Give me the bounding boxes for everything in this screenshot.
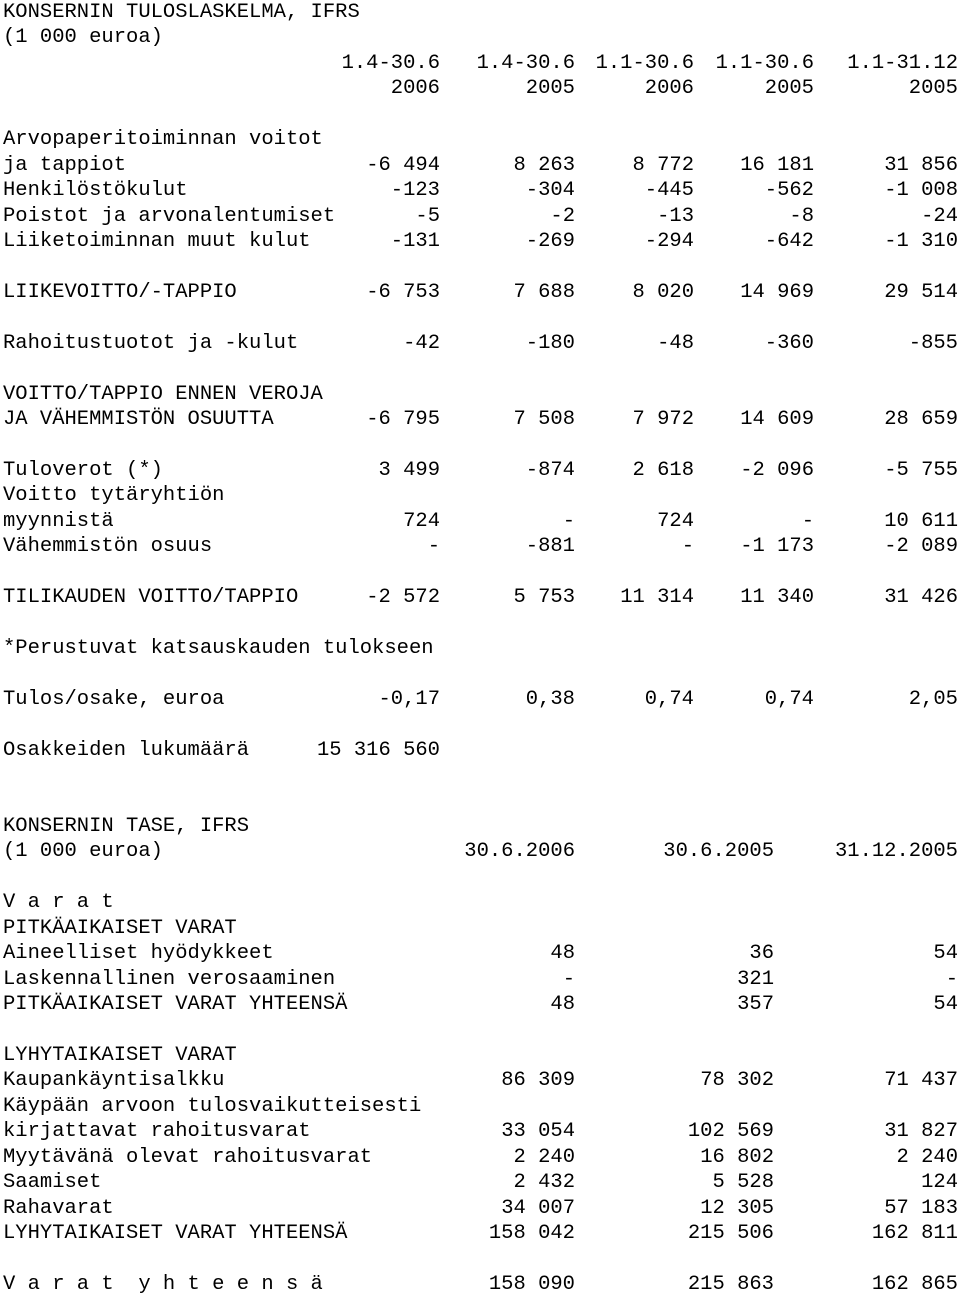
table-row xyxy=(3,254,958,279)
row-label: Tuloverot (*) xyxy=(3,458,163,482)
value-cell: 16 181 xyxy=(740,153,814,177)
value-cell: -1 173 xyxy=(740,535,814,559)
value-cell: -2 096 xyxy=(740,458,814,482)
row-label: Saamiset xyxy=(3,1171,102,1195)
value-cell: -131 xyxy=(390,229,440,253)
value-cell: -2 572 xyxy=(366,586,440,610)
row-label: PITKÄAIKAISET VARAT YHTEENSÄ xyxy=(3,993,348,1017)
table-row xyxy=(3,1170,958,1195)
row-label: kirjattavat rahoitusvarat xyxy=(3,1120,311,1144)
value-cell: 36 xyxy=(749,942,774,966)
value-cell: -1 310 xyxy=(884,229,958,253)
value-cell: - xyxy=(427,535,440,559)
value-cell: 8 263 xyxy=(513,153,575,177)
value-cell: 15 316 560 xyxy=(316,738,440,762)
value-cell: 54 xyxy=(933,942,958,966)
value-cell: 31 426 xyxy=(884,586,958,610)
table-row xyxy=(3,1043,958,1068)
table-row xyxy=(3,356,958,381)
value-cell: - xyxy=(801,509,814,533)
value-cell: 34 007 xyxy=(501,1196,575,1220)
value-cell: 5 753 xyxy=(513,586,575,610)
value-cell: 0,38 xyxy=(525,687,575,711)
value-cell: -5 xyxy=(415,204,440,228)
value-cell: -855 xyxy=(908,331,958,355)
table-row xyxy=(3,153,958,178)
table-row xyxy=(3,1094,958,1119)
table-row xyxy=(3,178,958,203)
value-cell: -48 xyxy=(657,331,694,355)
table-row xyxy=(3,534,958,559)
value-cell: 48 xyxy=(550,942,575,966)
year-header: 2005 xyxy=(764,77,814,101)
row-label: Poistot ja arvonalentumiset xyxy=(3,204,336,228)
value-cell: -269 xyxy=(525,229,575,253)
blank-line xyxy=(3,763,958,788)
row-label: *Perustuvat katsauskauden tulokseen xyxy=(3,636,434,660)
value-cell: 724 xyxy=(657,509,694,533)
value-cell: 215 506 xyxy=(687,1222,774,1245)
table-row xyxy=(3,432,958,457)
value-cell: 8 772 xyxy=(632,153,694,177)
value-cell: -304 xyxy=(525,179,575,203)
blank-line xyxy=(3,789,958,814)
value-cell: -1 008 xyxy=(884,179,958,203)
value-cell: - xyxy=(945,967,958,991)
value-cell: 2 432 xyxy=(513,1171,575,1195)
value-cell: 78 302 xyxy=(700,1069,774,1093)
table-row xyxy=(3,127,958,152)
period-header: 1.4-30.6 xyxy=(476,51,575,75)
row-label: Voitto tytäryhtiön xyxy=(3,484,225,508)
row-label: Laskennallinen verosaaminen xyxy=(3,967,336,991)
value-cell: 29 514 xyxy=(884,280,958,304)
value-cell: 2 618 xyxy=(632,458,694,482)
row-label: TILIKAUDEN VOITTO/TAPPIO xyxy=(3,586,299,610)
row-label: Käypään arvoon tulosvaikutteisesti xyxy=(3,1094,422,1118)
table-row xyxy=(3,1221,958,1246)
value-cell: 33 054 xyxy=(501,1120,575,1144)
period-header: 1.1-30.6 xyxy=(715,51,814,75)
value-cell: 71 437 xyxy=(884,1069,958,1093)
table-row xyxy=(3,1246,958,1271)
value-cell: -123 xyxy=(390,179,440,203)
year-header: 2006 xyxy=(644,77,694,101)
row-label: VOITTO/TAPPIO ENNEN VEROJA xyxy=(3,382,323,406)
value-cell: - xyxy=(562,509,575,533)
value-cell: 3 499 xyxy=(378,458,440,482)
table-row xyxy=(3,204,958,229)
balance-title-line xyxy=(3,814,958,839)
period-header: 1.1-30.6 xyxy=(595,51,694,75)
value-cell: 48 xyxy=(550,993,575,1017)
table-row xyxy=(3,661,958,686)
period-header: 1.1-31.12 xyxy=(847,51,958,75)
balance-unit: (1 000 euroa) xyxy=(3,840,163,864)
income-statement-table xyxy=(3,127,958,763)
table-row xyxy=(3,560,958,585)
value-cell: -2 089 xyxy=(884,535,958,559)
table-row xyxy=(3,407,958,432)
row-label: Rahoitustuotot ja -kulut xyxy=(3,331,299,355)
table-row xyxy=(3,941,958,966)
row-label: LYHYTAIKAISET VARAT xyxy=(3,1043,237,1067)
table-row xyxy=(3,687,958,712)
table-row xyxy=(3,458,958,483)
row-label: Myytävänä olevat rahoitusvarat xyxy=(3,1145,373,1169)
value-cell: -0,17 xyxy=(378,687,440,711)
value-cell: - xyxy=(681,535,694,559)
value-cell: -294 xyxy=(644,229,694,253)
row-label: Rahavarat xyxy=(3,1196,114,1220)
value-cell: 2 240 xyxy=(896,1145,958,1169)
value-cell: 31 856 xyxy=(884,153,958,177)
row-label: myynnistä xyxy=(3,509,114,533)
table-row xyxy=(3,382,958,407)
table-row xyxy=(3,1068,958,1093)
row-label: Liiketoiminnan muut kulut xyxy=(3,229,311,253)
table-row xyxy=(3,1119,958,1144)
row-label: Tulos/osake, euroa xyxy=(3,687,225,711)
table-row xyxy=(3,1145,958,1170)
value-cell: 102 569 xyxy=(687,1120,774,1144)
value-cell: 5 528 xyxy=(712,1171,774,1195)
table-row xyxy=(3,738,958,763)
value-cell: 7 972 xyxy=(632,408,694,431)
value-cell: 158 042 xyxy=(488,1222,575,1245)
table-row xyxy=(3,916,958,941)
value-cell: -642 xyxy=(764,229,814,253)
table-row xyxy=(3,636,958,661)
table-row xyxy=(3,305,958,330)
value-cell: 10 611 xyxy=(884,509,958,533)
value-cell: 7 508 xyxy=(513,408,575,431)
row-label: Kaupankäyntisalkku xyxy=(3,1069,225,1093)
date-header: 30.6.2006 xyxy=(464,840,575,864)
value-cell: 2,05 xyxy=(908,687,958,711)
table-row xyxy=(3,331,958,356)
value-cell: 357 xyxy=(737,993,774,1017)
table-row xyxy=(3,712,958,737)
value-cell: 724 xyxy=(403,509,440,533)
year-header: 2005 xyxy=(908,77,958,101)
table-row xyxy=(3,890,958,915)
value-cell: 14 609 xyxy=(740,408,814,431)
row-label: LYHYTAIKAISET VARAT YHTEENSÄ xyxy=(3,1222,348,1245)
table-row xyxy=(3,229,958,254)
row-label: Aineelliset hyödykkeet xyxy=(3,942,274,966)
value-cell: -874 xyxy=(525,458,575,482)
value-cell: -445 xyxy=(644,179,694,203)
table-row xyxy=(3,1018,958,1043)
value-cell: -6 795 xyxy=(366,408,440,431)
row-label: V a r a t xyxy=(3,891,114,915)
value-cell: -6 753 xyxy=(366,280,440,304)
value-cell: 7 688 xyxy=(513,280,575,304)
blank-line xyxy=(3,102,958,127)
value-cell: -2 xyxy=(550,204,575,228)
date-header: 30.6.2005 xyxy=(663,840,774,864)
row-label: ja tappiot xyxy=(3,153,127,177)
table-row xyxy=(3,992,958,1017)
value-cell: 162 865 xyxy=(871,1272,958,1296)
table-row xyxy=(3,585,958,610)
value-cell: -42 xyxy=(403,331,440,355)
balance-sheet-table xyxy=(3,890,958,1297)
value-cell: 0,74 xyxy=(644,687,694,711)
row-label: JA VÄHEMMISTÖN OSUUTTA xyxy=(3,408,274,431)
income-unit-line xyxy=(3,25,958,50)
row-label: LIIKEVOITTO/-TAPPIO xyxy=(3,280,237,304)
value-cell: 162 811 xyxy=(871,1222,958,1245)
value-cell: 11 340 xyxy=(740,586,814,610)
income-years-row xyxy=(3,76,958,101)
value-cell: -5 755 xyxy=(884,458,958,482)
income-unit: (1 000 euroa) xyxy=(3,26,163,50)
value-cell: 124 xyxy=(921,1171,958,1195)
value-cell: 2 240 xyxy=(513,1145,575,1169)
row-label: PITKÄAIKAISET VARAT xyxy=(3,916,237,940)
value-cell: 31 827 xyxy=(884,1120,958,1144)
period-header: 1.4-30.6 xyxy=(341,51,440,75)
value-cell: 321 xyxy=(737,967,774,991)
year-header: 2006 xyxy=(390,77,440,101)
table-row xyxy=(3,1196,958,1221)
blank-line xyxy=(3,865,958,890)
value-cell: -24 xyxy=(921,204,958,228)
value-cell: -8 xyxy=(789,204,814,228)
date-header: 31.12.2005 xyxy=(834,840,958,864)
table-row xyxy=(3,1272,958,1297)
row-label: Henkilöstökulut xyxy=(3,179,188,203)
value-cell: 11 314 xyxy=(620,586,694,610)
balance-title: KONSERNIN TASE, IFRS xyxy=(3,815,250,838)
value-cell: 158 090 xyxy=(488,1272,575,1296)
value-cell: - xyxy=(562,967,575,991)
value-cell: -180 xyxy=(525,331,575,355)
value-cell: 0,74 xyxy=(764,687,814,711)
value-cell: 215 863 xyxy=(687,1272,774,1296)
balance-dates-row xyxy=(3,839,958,864)
value-cell: 16 802 xyxy=(700,1145,774,1169)
year-header: 2005 xyxy=(525,77,575,101)
table-row xyxy=(3,509,958,534)
value-cell: 14 969 xyxy=(740,280,814,304)
table-row xyxy=(3,483,958,508)
value-cell: -360 xyxy=(764,331,814,355)
row-label: V a r a t y h t e e n s ä xyxy=(3,1272,323,1296)
value-cell: -881 xyxy=(525,535,575,559)
income-title: KONSERNIN TULOSLASKELMA, IFRS xyxy=(3,1,360,24)
value-cell: 8 020 xyxy=(632,280,694,304)
value-cell: -6 494 xyxy=(366,153,440,177)
row-label: Osakkeiden lukumäärä xyxy=(3,738,250,762)
value-cell: -13 xyxy=(657,204,694,228)
income-title-line xyxy=(3,0,958,25)
value-cell: 86 309 xyxy=(501,1069,575,1093)
financial-report xyxy=(3,0,958,1297)
income-periods-row xyxy=(3,51,958,76)
table-row xyxy=(3,611,958,636)
row-label: Arvopaperitoiminnan voitot xyxy=(3,128,323,152)
value-cell: 54 xyxy=(933,993,958,1017)
row-label: Vähemmistön osuus xyxy=(3,535,213,559)
table-row xyxy=(3,967,958,992)
value-cell: 57 183 xyxy=(884,1196,958,1220)
value-cell: 28 659 xyxy=(884,408,958,431)
value-cell: 12 305 xyxy=(700,1196,774,1220)
table-row xyxy=(3,280,958,305)
value-cell: -562 xyxy=(764,179,814,203)
